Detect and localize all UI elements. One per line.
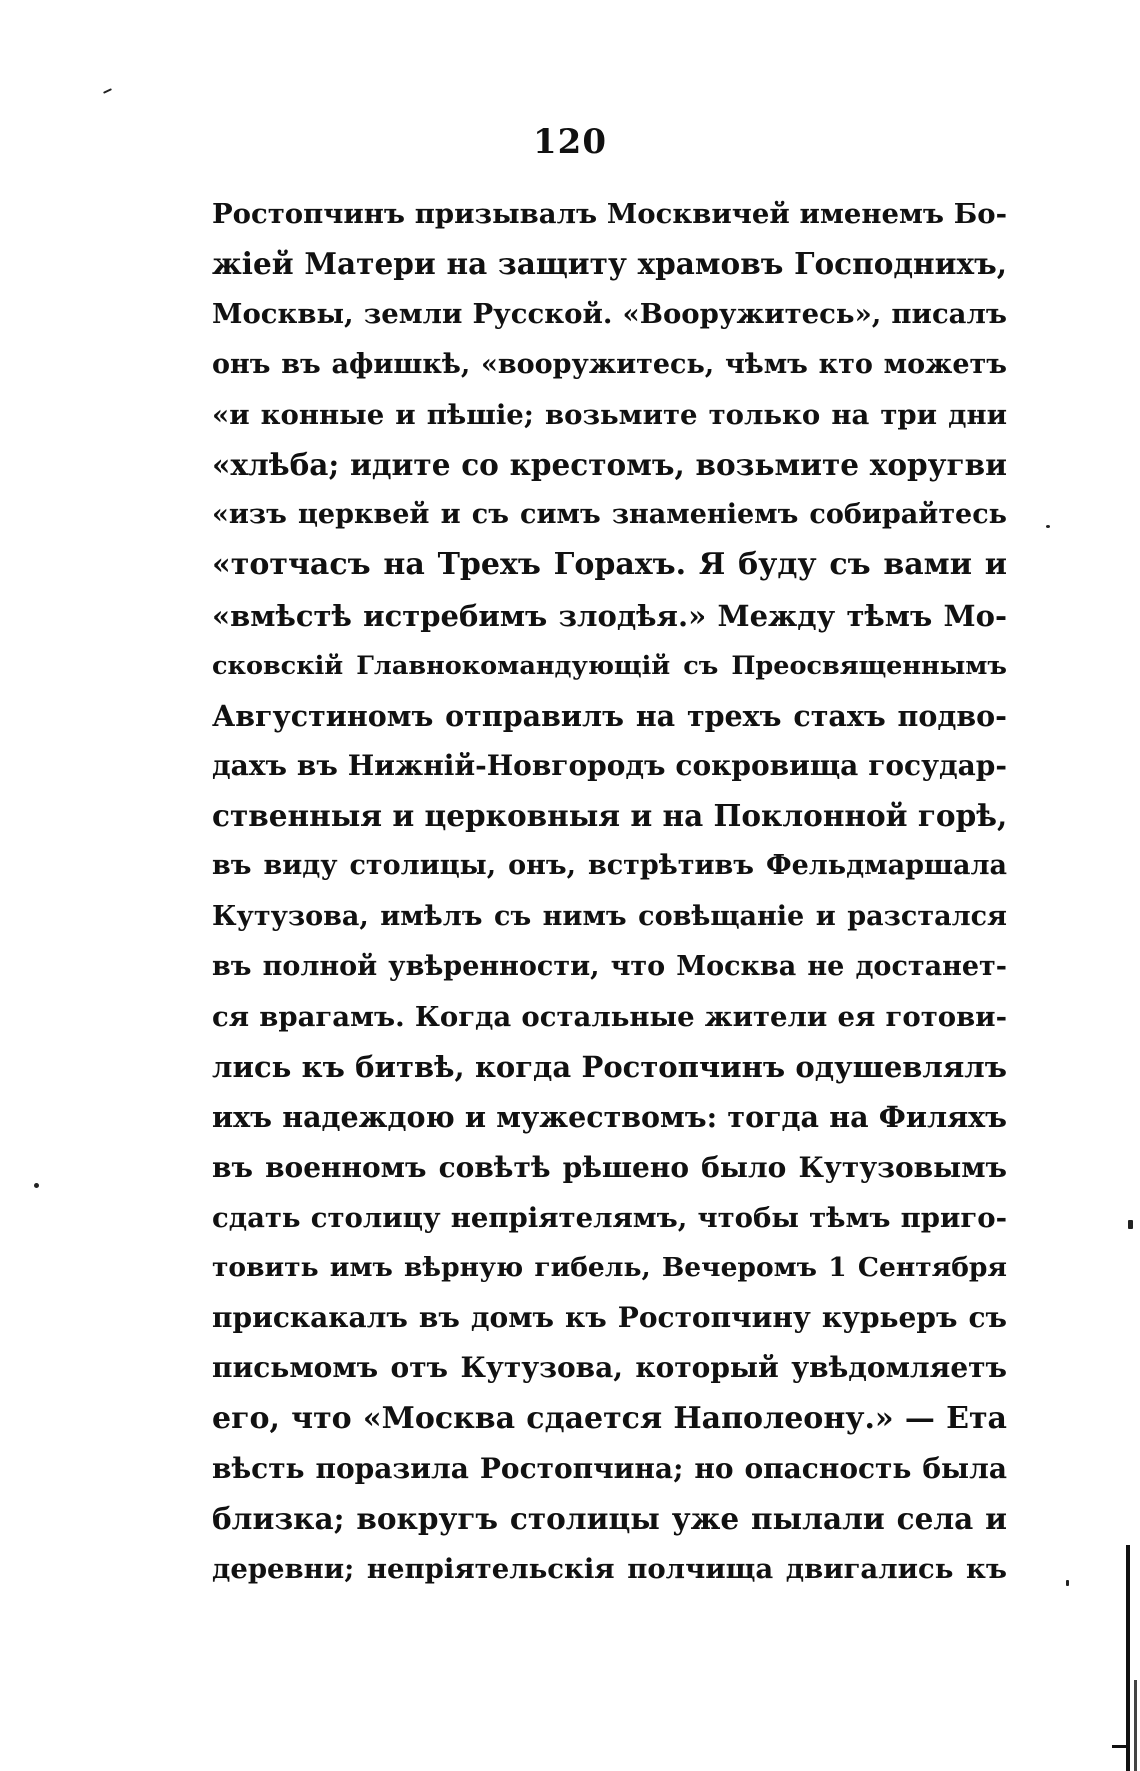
text-line: близка; вокругъ столицы уже пылали села и — [212, 1500, 1007, 1536]
text-line: деревни; непріятельскія полчища двигались къ — [212, 1553, 1007, 1586]
text-line: ственныя и церковныя и на Поклонной горѣ, — [212, 798, 1007, 834]
text-line: Ростопчинъ призывалъ Москвичей именемъ Бо- — [212, 198, 1007, 230]
text-line: жіей Матери на защиту храмовъ Господнихъ, — [212, 246, 1007, 282]
text-line: «вмѣстѣ истребимъ злодѣя.» Между тѣмъ Мо- — [212, 598, 1007, 633]
text-line: товить имъ вѣрную гибель, Вечеромъ 1 Сентября — [212, 1251, 1007, 1283]
scan-speck — [1046, 525, 1050, 528]
text-line: Москвы, земли Русской. «Вооружитесь», писалъ — [212, 298, 1007, 331]
text-line: «хлѣба; идите со крестомъ, возьмите хоругви — [212, 446, 1007, 482]
text-line: письмомъ отъ Кутузова, который увѣдомляетъ — [212, 1351, 1007, 1385]
body-text — [212, 189, 1007, 1594]
text-line: лись къ битвѣ, когда Ростопчинъ одушевлялъ — [212, 1050, 1007, 1085]
page-edge-shadow — [1134, 1680, 1137, 1771]
text-line: его, что «Москва сдается Наполеону.» — Ета — [212, 1400, 1007, 1436]
text-line: онъ въ афишкѣ, «вооружитесь, чѣмъ кто можетъ — [212, 348, 1007, 380]
text-line: дахъ въ Нижній-Новгородъ сокровища государ- — [212, 749, 1007, 783]
scan-speck — [1128, 1220, 1133, 1229]
text-line: «и конные и пѣшіе; возьмите только на три дни — [212, 398, 1007, 431]
page-number: 120 — [533, 122, 607, 162]
scan-speck — [1066, 1580, 1069, 1586]
text-line: ихъ надеждою и мужествомъ: тогда на Филяхъ — [212, 1100, 1007, 1135]
text-line: сковскій Главнокомандующій съ Преосвященнымъ — [212, 650, 1007, 681]
text-line: вѣсть поразила Ростопчина; но опасность была — [212, 1451, 1007, 1485]
text-line: сдать столицу непріятелямъ, чтобы тѣмъ приго- — [212, 1201, 1007, 1234]
text-line: въ виду столицы, онъ, встрѣтивъ Фельдмаршала — [212, 850, 1007, 882]
text-line: «изъ церквей и съ симъ знаменіемъ собирайтесь — [212, 499, 1007, 531]
page-edge-shadow — [1112, 1745, 1126, 1748]
text-line: Кутузова, имѣлъ съ нимъ совѣщаніе и разстался — [212, 900, 1007, 932]
scan-speck — [103, 88, 112, 94]
text-line: ся врагамъ. Когда остальные жители ея готови- — [212, 1001, 1007, 1033]
text-line: въ военномъ совѣтѣ рѣшено было Кутузовымъ — [212, 1150, 1007, 1184]
text-line: Августиномъ отправилъ на трехъ стахъ подво- — [212, 698, 1007, 733]
text-line: прискакалъ въ домъ къ Ростопчину курьеръ съ — [212, 1301, 1007, 1335]
scan-speck — [34, 1183, 39, 1188]
text-line: въ полной увѣренности, что Москва не достанет- — [212, 950, 1007, 982]
text-line: «тотчасъ на Трехъ Горахъ. Я буду съ вами и — [212, 547, 1007, 583]
page-edge-shadow — [1126, 1545, 1130, 1771]
